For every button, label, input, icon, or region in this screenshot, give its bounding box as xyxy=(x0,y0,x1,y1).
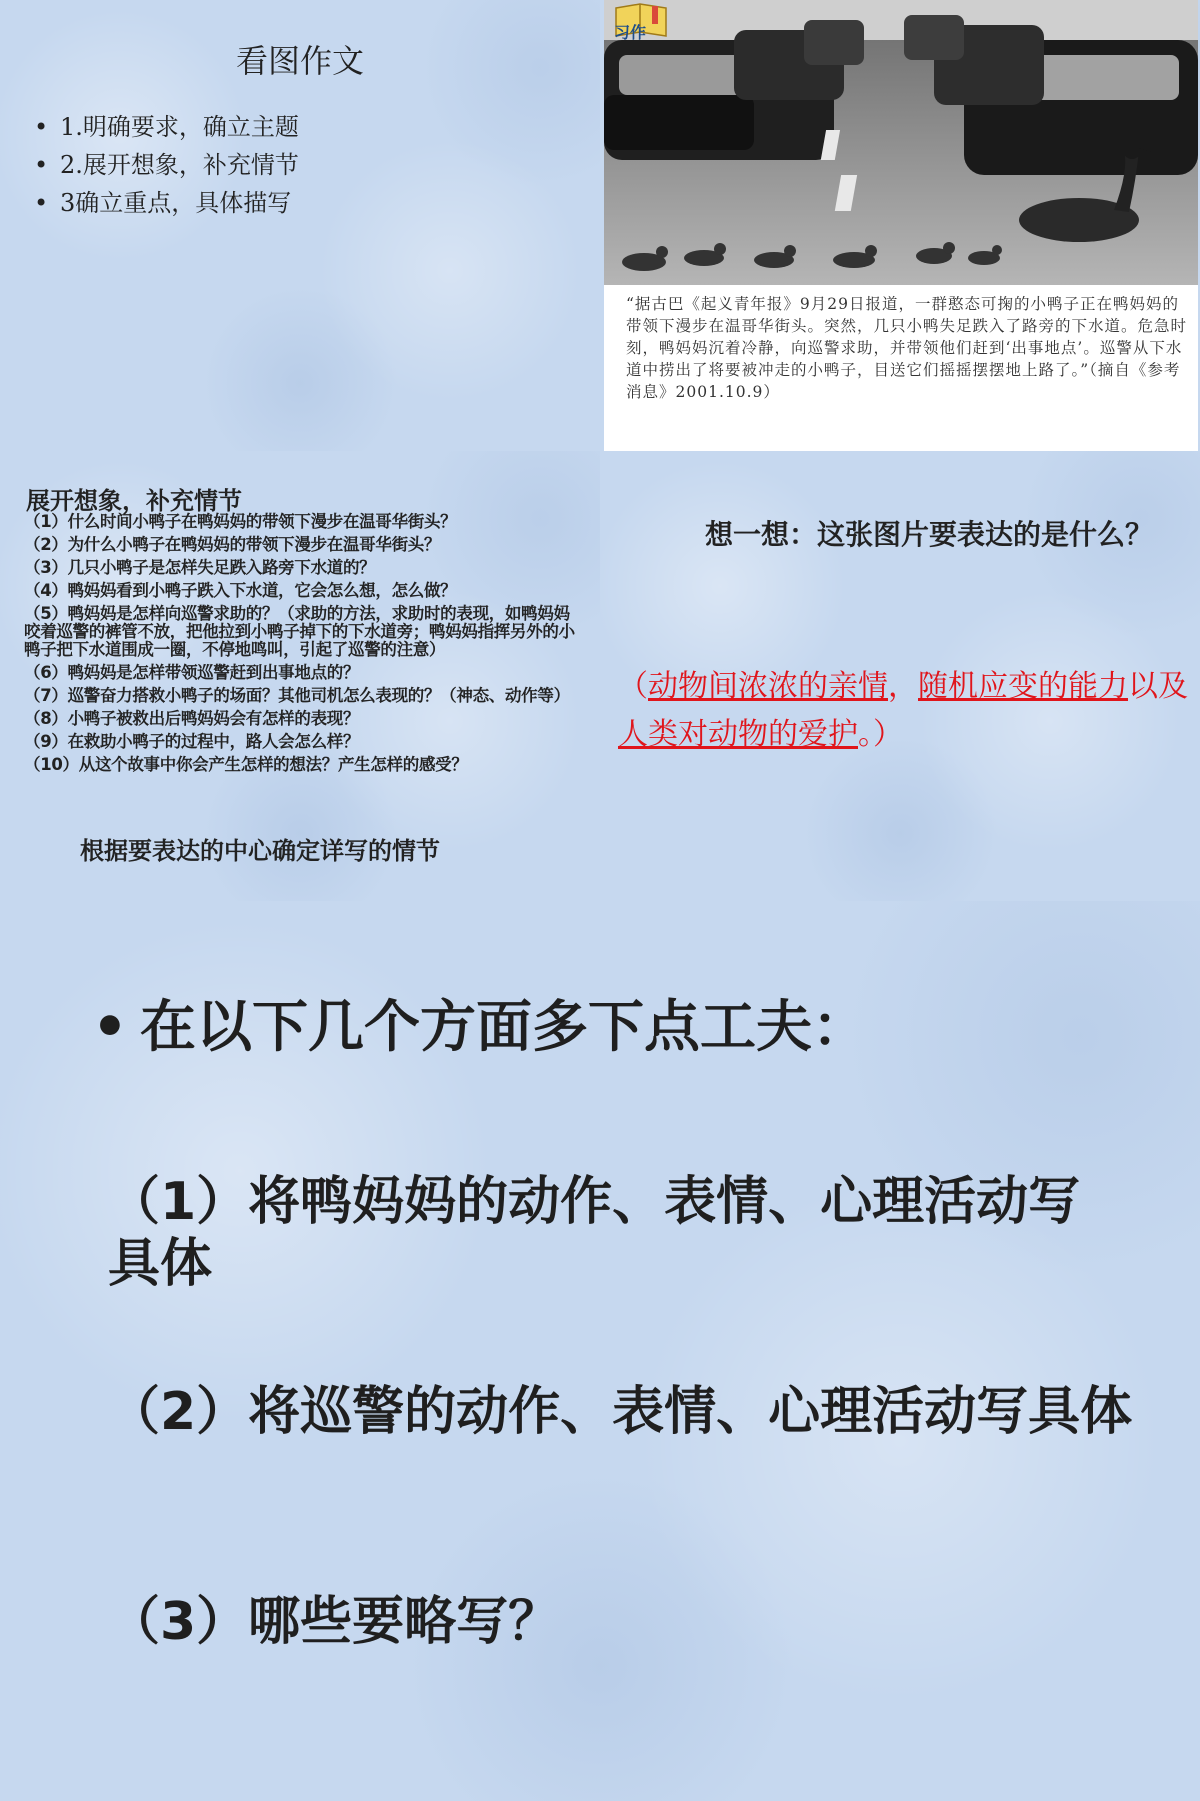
slide-4 xyxy=(600,451,1200,901)
list-item: （8）小鸭子被救出后鸭妈妈会有怎样的表现？ xyxy=(24,709,360,728)
focus-item: （1）将鸭妈妈的动作、表情、心理活动写具体 xyxy=(108,1172,1081,1294)
badge-label: 习作 xyxy=(614,23,647,42)
answer-text: （动物间浓浓的亲情，随机应变的能力以及人类对动物的爱护。） xyxy=(618,669,1188,752)
list-item: （6）鸭妈妈是怎样带领巡警赶到出事地点的？ xyxy=(24,663,360,682)
list-item: （5）鸭妈妈是怎样向巡警求助的？（求助的方法，求助时的表现，如鸭妈妈咬着巡警的裤管不放，把他拉到小鸭子掉下的下水道旁；鸭妈妈指挥另外的小鸭子把下水道围成一圈，不停地鸣叫，引起了巡警的注意） xyxy=(24,604,575,659)
section-footer: 根据要表达的中心确定详写的情节 xyxy=(80,837,440,865)
list-item: （3）几只小鸭子是怎样失足跌入路旁下水道的？ xyxy=(24,558,376,577)
list-item: （1）什么时间小鸭子在鸭妈妈的带领下漫步在温哥华街头？ xyxy=(24,512,457,531)
list-item: • 3确立重点，具体描写 xyxy=(34,189,292,217)
slide-5 xyxy=(0,901,1200,1801)
list-item: （10）从这个故事中你会产生怎样的想法？产生怎样的感受？ xyxy=(24,755,468,774)
news-caption: “据古巴《起义青年报》9月29日报道，一群憨态可掬的小鸭子正在鸭妈妈的带领下漫步在温哥华街头。突然，几只小鸭失足跌入了路旁的下水道。危急时刻，鸭妈妈沉着冷静，向巡警求助，并带领他们赶到‘出事地点’。巡警从下水道中捞出了将要被冲走的小鸭子，目送它们摇摇摆摆地上路了。”（摘自《参考消息》2001.10.9） xyxy=(626,295,1188,401)
answer-part-3: 人类对动物的爱护 xyxy=(618,717,858,752)
focus-item: （3）哪些要略写？ xyxy=(108,1592,561,1652)
list-item: • 1.明确要求，确立主题 xyxy=(34,113,299,141)
list-item: （7）巡警奋力搭救小鸭子的场面？其他司机怎么表现的？（神态、动作等） xyxy=(24,686,570,705)
answer-part-2: 随机应变的能力 xyxy=(918,669,1128,704)
slide-3 xyxy=(0,451,600,901)
section-heading: 展开想象，补充情节 xyxy=(26,487,242,515)
answer-part-1: 动物间浓浓的亲情 xyxy=(648,669,888,704)
focus-heading: • 在以下几个方面多下点工夫： xyxy=(92,995,868,1060)
question-list xyxy=(24,513,584,779)
reflection-question: 想一想：这张图片要表达的是什么？ xyxy=(705,518,1154,551)
list-item: • 2.展开想象，补充情节 xyxy=(34,151,299,179)
slide-2 xyxy=(600,0,1200,451)
slide-1 xyxy=(0,0,600,451)
slide-title: 看图作文 xyxy=(235,42,364,80)
list-item: （9）在救助小鸭子的过程中，路人会怎么样？ xyxy=(24,732,360,751)
bullet-list xyxy=(34,108,299,222)
news-caption-box xyxy=(604,285,1198,451)
ducks-crossing-photo xyxy=(604,0,1198,285)
street-scene-illustration xyxy=(604,0,1198,285)
focus-item: （2）将巡警的动作、表情、心理活动写具体 xyxy=(108,1382,1133,1442)
list-item: （2）为什么小鸭子在鸭妈妈的带领下漫步在温哥华街头？ xyxy=(24,535,441,554)
list-item: （4）鸭妈妈看到小鸭子跌入下水道，它会怎么想，怎么做？ xyxy=(24,581,457,600)
